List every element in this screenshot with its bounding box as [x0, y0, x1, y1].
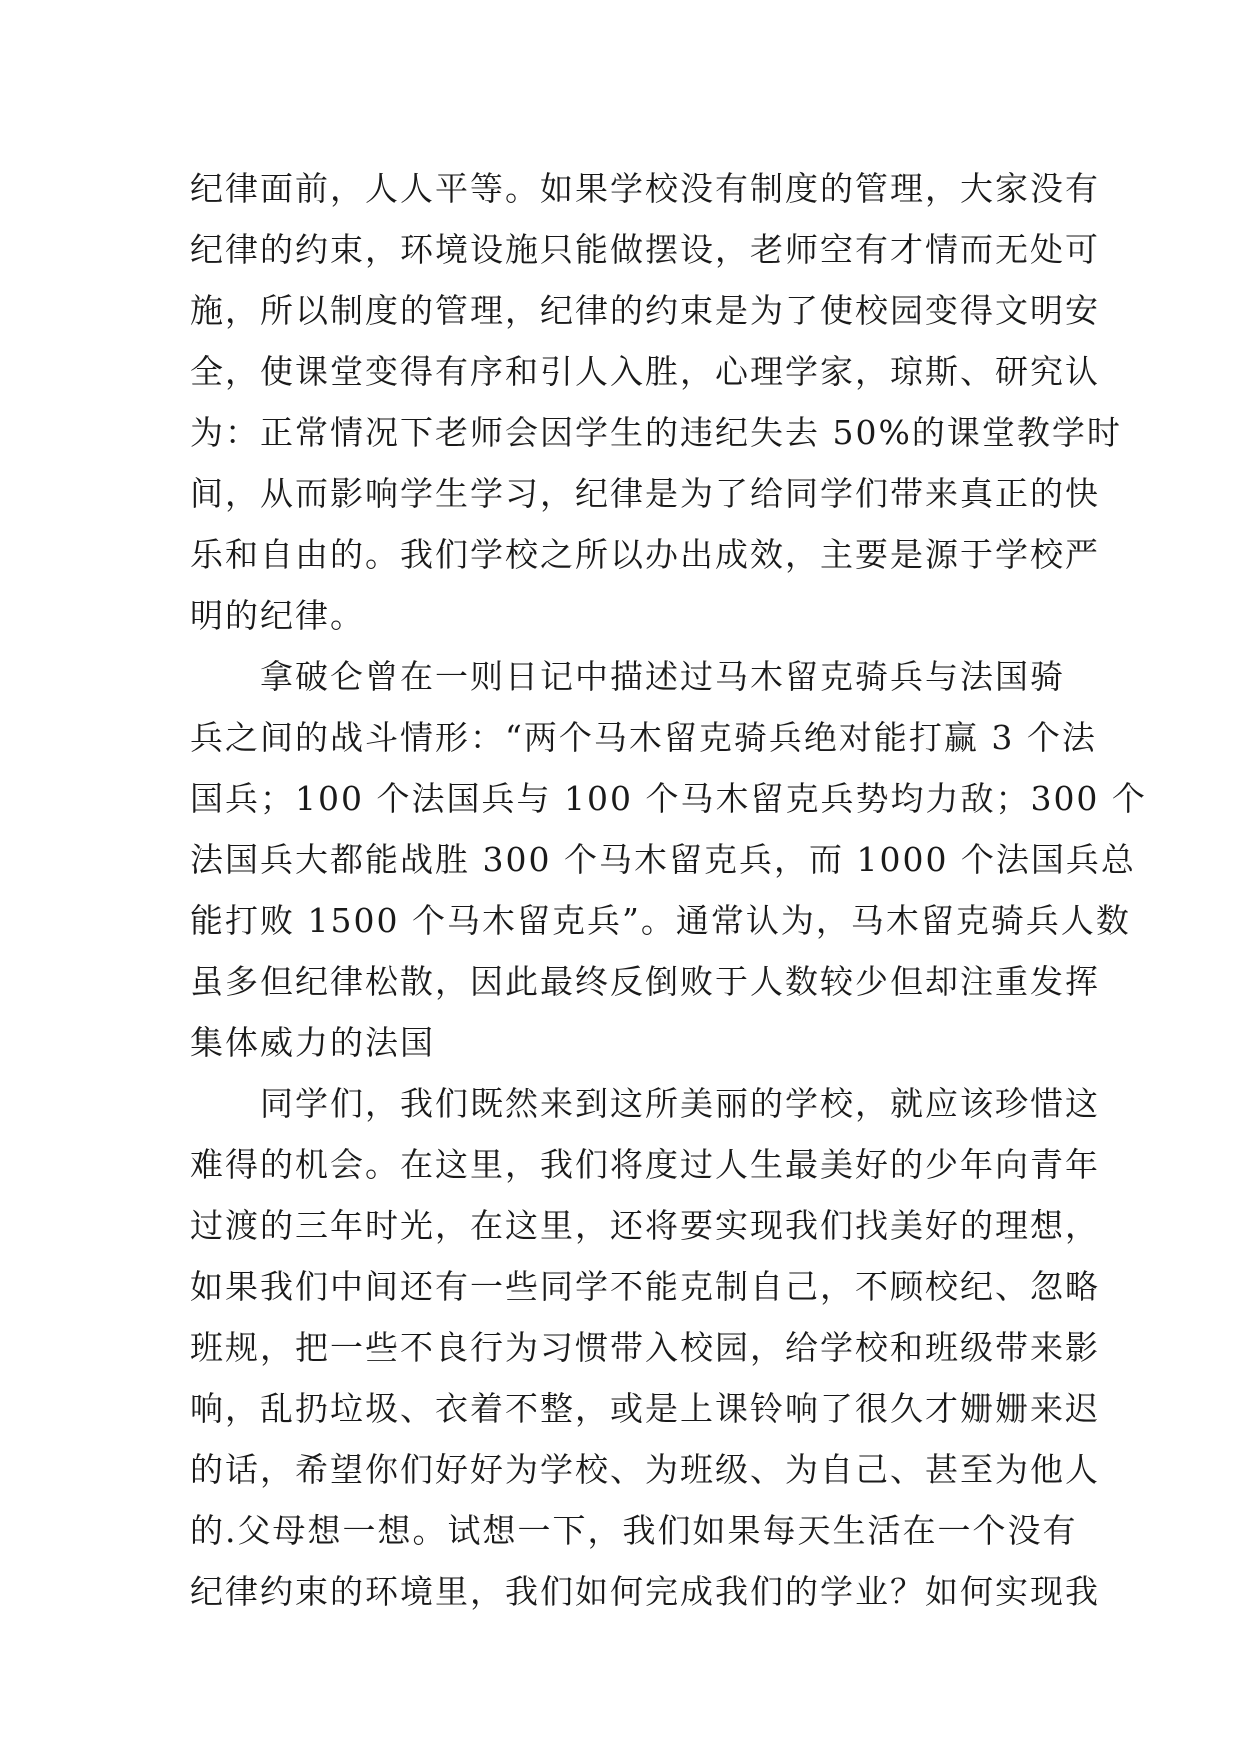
text-line: 过渡的三年时光，在这里，还将要实现我们找美好的理想，	[190, 1206, 1100, 1245]
text-line: 国兵；100 个法国兵与 100 个马木留克兵势均力敌；300 个	[190, 779, 1147, 818]
text-line: 的话，希望你们好好为学校、为班级、为自己、甚至为他人	[190, 1450, 1100, 1489]
body-text	[190, 158, 1147, 1622]
text-line: 为：正常情况下老师会因学生的违纪失去 50%的课堂教学时	[190, 413, 1122, 452]
text-line: 兵之间的战斗情形：“两个马木留克骑兵绝对能打赢 3 个法	[190, 718, 1097, 757]
text-line: 施，所以制度的管理，纪律的约束是为了使校园变得文明安	[190, 291, 1100, 330]
text-line: 全，使课堂变得有序和引人入胜，心理学家，琼斯、研究认	[190, 352, 1100, 391]
text-line: 间，从而影响学生学习，纪律是为了给同学们带来真正的快	[190, 474, 1100, 513]
text-line: 集体威力的法国	[190, 1023, 435, 1062]
text-line: 如果我们中间还有一些同学不能克制自己，不顾校纪、忽略	[190, 1267, 1100, 1306]
text-line: 难得的机会。在这里，我们将度过人生最美好的少年向青年	[190, 1145, 1100, 1184]
text-line: 乐和自由的。我们学校之所以办出成效，主要是源于学校严	[190, 535, 1100, 574]
text-line: 纪律约束的环境里，我们如何完成我们的学业？如何实现我	[190, 1572, 1100, 1611]
text-line: 能打败 1500 个马木留克兵”。通常认为，马木留克骑兵人数	[190, 901, 1131, 940]
text-line: 同学们，我们既然来到这所美丽的学校，就应该珍惜这	[190, 1084, 1100, 1123]
text-line: 法国兵大都能战胜 300 个马木留克兵，而 1000 个法国兵总	[190, 840, 1136, 879]
text-line: 的.父母想一想。试想一下，我们如果每天生活在一个没有	[190, 1511, 1078, 1550]
text-line: 纪律的约束，环境设施只能做摆设，老师空有才情而无处可	[190, 230, 1100, 269]
text-line: 纪律面前，人人平等。如果学校没有制度的管理，大家没有	[190, 169, 1100, 208]
text-line: 拿破仑曾在一则日记中描述过马木留克骑兵与法国骑	[190, 657, 1065, 696]
text-line: 虽多但纪律松散，因此最终反倒败于人数较少但却注重发挥	[190, 962, 1100, 1001]
text-line: 明的纪律。	[190, 596, 365, 635]
text-line: 响，乱扔垃圾、衣着不整，或是上课铃响了很久才姗姗来迟	[190, 1389, 1100, 1428]
text-line: 班规，把一些不良行为习惯带入校园，给学校和班级带来影	[190, 1328, 1100, 1367]
